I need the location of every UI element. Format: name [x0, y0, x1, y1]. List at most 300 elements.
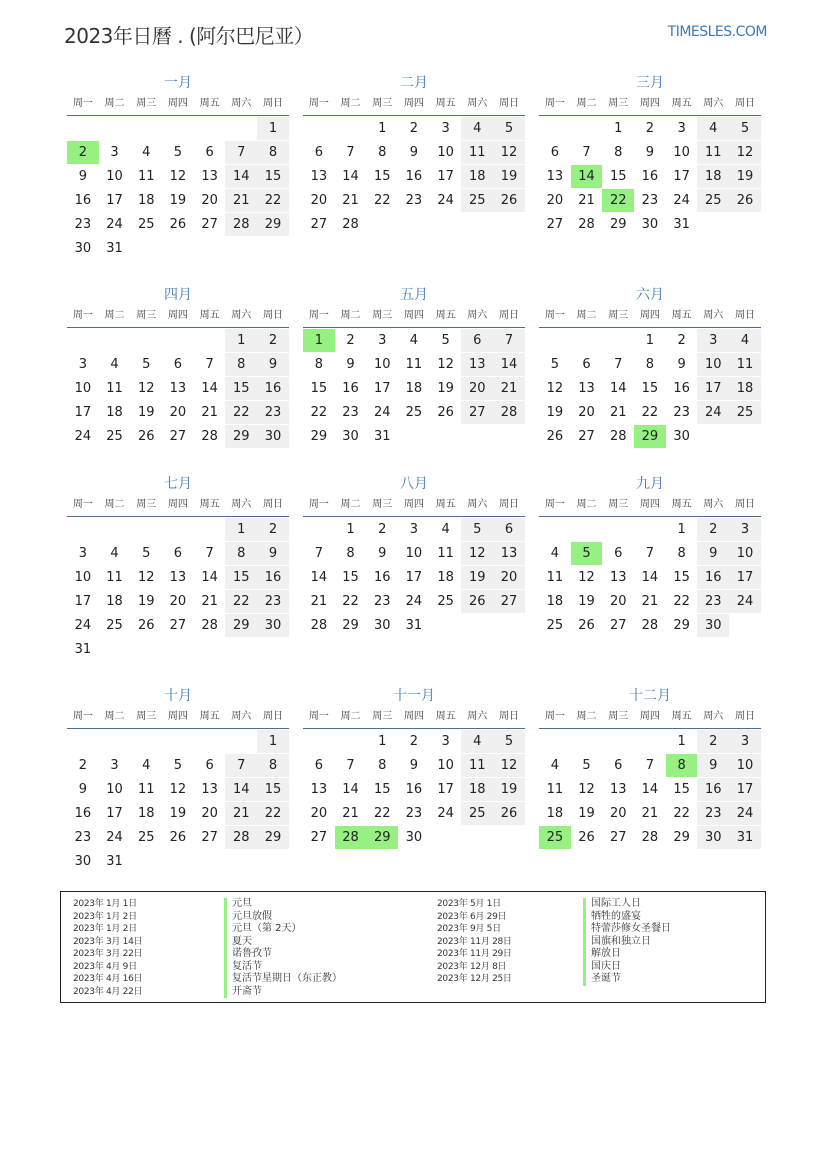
empty-cell — [257, 237, 289, 260]
day-cell: 27 — [169, 618, 187, 633]
weekday-label: 周三 — [372, 711, 393, 722]
day-cell: 7 — [493, 329, 525, 352]
day-cell: 11 — [106, 570, 123, 585]
day-cell: 25 — [697, 189, 729, 212]
day-cell: 6 — [314, 145, 323, 160]
week-row — [539, 117, 761, 141]
day-cell: 23 — [342, 405, 359, 420]
empty-cell — [225, 638, 257, 661]
week-row — [303, 518, 525, 542]
day-cell: 22 — [641, 405, 659, 420]
week-row — [67, 638, 289, 662]
day-cell: 17 — [106, 193, 123, 208]
weekday-header — [67, 494, 289, 516]
day-cell: 24 — [697, 401, 729, 424]
day-cell: 4 — [142, 145, 151, 160]
day-cell: 24 — [74, 429, 92, 444]
day-cell: 14 — [641, 782, 659, 797]
week-row — [539, 518, 761, 542]
day-cell: 9 — [697, 542, 729, 565]
month-block — [67, 686, 289, 874]
weekday-label: 周一 — [308, 310, 329, 321]
day-cell: 31 — [405, 618, 423, 633]
day-cell: 5 — [729, 117, 761, 140]
day-cell: 14 — [310, 570, 328, 585]
day-cell: 4 — [697, 117, 729, 140]
weekday-label: 周日 — [262, 98, 283, 109]
day-cell: 21 — [609, 405, 627, 420]
legend-holiday-name: 复活节 — [224, 961, 342, 974]
day-cell: 21 — [310, 594, 328, 609]
week-row — [303, 189, 525, 213]
week-row — [67, 778, 289, 802]
empty-cell — [67, 730, 99, 753]
day-cell: 18 — [106, 405, 123, 420]
week-row — [539, 614, 761, 638]
empty-cell — [430, 826, 462, 849]
day-cell: 8 — [378, 758, 387, 773]
weekday-label: 周三 — [608, 499, 629, 510]
empty-cell — [634, 730, 666, 753]
day-cell: 30 — [697, 826, 729, 849]
day-cell: 21 — [201, 594, 218, 609]
day-cell: 4 — [461, 730, 493, 753]
day-cell: 31 — [74, 642, 92, 657]
week-row — [67, 329, 289, 353]
day-cell: 22 — [673, 594, 690, 609]
day-cell: 18 — [137, 193, 155, 208]
day-cell: 13 — [310, 169, 328, 184]
day-cell: 15 — [373, 782, 391, 797]
day-cell: 25 — [437, 594, 454, 609]
day-cell: 15 — [342, 570, 359, 585]
weekday-label: 周日 — [498, 310, 519, 321]
day-cell: 10 — [106, 169, 123, 184]
weekday-label: 周四 — [167, 310, 188, 321]
day-cell: 7 — [346, 758, 355, 773]
weekday-label: 周四 — [639, 98, 660, 109]
month-name: 四月 — [164, 287, 192, 303]
day-cell: 13 — [310, 782, 328, 797]
day-cell: 29 — [342, 618, 359, 633]
weekday-label: 周五 — [671, 711, 692, 722]
day-cell: 14 — [609, 381, 627, 396]
day-cell: 5 — [142, 546, 151, 561]
legend-date: 2023年 4月 9日 — [73, 961, 137, 972]
holiday-legend — [60, 891, 766, 1003]
day-cell: 28 — [225, 213, 257, 236]
day-cell: 26 — [578, 618, 595, 633]
empty-cell — [99, 117, 131, 140]
legend-left-names — [224, 898, 342, 998]
legend-date: 2023年 4月 22日 — [73, 986, 143, 997]
empty-cell — [194, 329, 226, 352]
site-brand-link[interactable]: TIMESLES.COM — [667, 24, 767, 40]
empty-cell — [257, 850, 289, 873]
day-cell: 12 — [493, 754, 525, 777]
weekday-label: 周日 — [498, 711, 519, 722]
day-cell: 13 — [169, 381, 187, 396]
empty-cell — [162, 518, 194, 541]
empty-cell — [493, 614, 525, 637]
weekday-label: 周六 — [231, 711, 252, 722]
month-block — [539, 73, 761, 237]
week-row — [67, 730, 289, 754]
empty-cell — [493, 826, 525, 849]
weekday-header — [67, 305, 289, 327]
legend-holiday-name: 牺牲的盛宴 — [583, 911, 671, 924]
weekday-label: 周二 — [104, 499, 125, 510]
legend-date: 2023年 11月 29日 — [437, 949, 512, 959]
legend-right-dates — [437, 898, 512, 986]
day-cell: 30 — [697, 614, 729, 637]
day-cell: 13 — [609, 570, 627, 585]
day-cell: 20 — [461, 377, 493, 400]
day-cell: 22 — [342, 594, 359, 609]
header-rule — [539, 115, 761, 116]
day-cell: 16 — [405, 169, 423, 184]
day-cell: 17 — [405, 570, 423, 585]
day-cell: 9 — [78, 169, 87, 184]
day-cell: 25 — [461, 802, 493, 825]
holiday-day-cell: 2 — [67, 141, 99, 164]
week-row — [539, 329, 761, 353]
day-cell: 14 — [493, 353, 525, 376]
header-rule — [303, 516, 525, 517]
day-cell: 29 — [673, 618, 690, 633]
day-cell: 22 — [257, 189, 289, 212]
day-cell: 23 — [673, 405, 690, 420]
page-title: 2023年日曆 . (阿尔巴尼亚） — [64, 24, 314, 48]
day-cell: 23 — [405, 193, 423, 208]
weekday-label: 周五 — [199, 98, 220, 109]
week-row — [67, 213, 289, 237]
holiday-day-cell: 29 — [366, 826, 398, 849]
empty-cell — [162, 117, 194, 140]
day-cell: 30 — [74, 854, 92, 869]
day-cell: 16 — [641, 169, 659, 184]
empty-cell — [99, 730, 131, 753]
week-row — [539, 566, 761, 590]
header-rule — [539, 728, 761, 729]
header-rule — [303, 327, 525, 328]
empty-cell — [194, 638, 226, 661]
empty-cell — [729, 425, 761, 448]
day-cell: 5 — [142, 357, 151, 372]
day-cell: 10 — [729, 754, 761, 777]
weekday-label: 周五 — [671, 98, 692, 109]
week-row — [67, 542, 289, 566]
week-row — [539, 353, 761, 377]
weekday-label: 周三 — [608, 98, 629, 109]
day-cell: 24 — [729, 590, 761, 613]
day-cell: 4 — [142, 758, 151, 773]
day-cell: 5 — [493, 730, 525, 753]
day-cell: 4 — [461, 117, 493, 140]
legend-date: 2023年 4月 16日 — [73, 974, 143, 984]
day-cell: 23 — [74, 217, 92, 232]
day-cell: 2 — [409, 121, 419, 136]
weekday-header — [539, 93, 761, 115]
day-cell: 3 — [697, 329, 729, 352]
holiday-day-cell: 25 — [539, 826, 571, 849]
empty-cell — [461, 614, 493, 637]
day-cell: 16 — [373, 570, 391, 585]
holiday-day-cell: 1 — [257, 117, 289, 140]
header-rule — [67, 516, 289, 517]
day-cell: 18 — [405, 381, 423, 396]
week-row — [67, 425, 289, 449]
empty-cell — [130, 730, 162, 753]
day-cell: 9 — [378, 546, 387, 561]
day-cell: 2 — [78, 758, 87, 773]
weekday-label: 周一 — [308, 499, 329, 510]
day-cell: 4 — [441, 522, 450, 537]
legend-left-dates — [73, 898, 142, 998]
weekday-label: 周四 — [639, 499, 660, 510]
legend-holiday-name: 国际工人日 — [583, 898, 671, 911]
weekday-label: 周三 — [608, 711, 629, 722]
week-row — [539, 189, 761, 213]
day-cell: 16 — [673, 381, 690, 396]
day-cell: 17 — [729, 566, 761, 589]
day-cell: 26 — [169, 217, 187, 232]
holiday-day-cell: 9 — [257, 353, 289, 376]
day-cell: 16 — [342, 381, 359, 396]
day-cell: 27 — [461, 401, 493, 424]
weekday-label: 周三 — [136, 98, 157, 109]
day-cell: 12 — [461, 542, 493, 565]
day-cell: 23 — [74, 830, 92, 845]
day-cell: 27 — [169, 429, 187, 444]
month-block — [67, 73, 289, 261]
weekday-label: 周一 — [544, 310, 565, 321]
weekday-label: 周一 — [308, 98, 329, 109]
weekday-header — [303, 494, 525, 516]
day-cell: 6 — [314, 758, 323, 773]
day-cell: 1 — [677, 522, 686, 537]
month-block — [539, 474, 761, 638]
empty-cell — [539, 117, 571, 140]
day-cell: 10 — [405, 546, 423, 561]
day-cell: 9 — [697, 754, 729, 777]
day-cell: 2 — [697, 518, 729, 541]
day-cell: 16 — [405, 782, 423, 797]
day-cell: 23 — [373, 594, 391, 609]
weekday-label: 周三 — [372, 499, 393, 510]
week-row — [303, 614, 525, 638]
day-cell: 31 — [729, 826, 761, 849]
weekday-header — [539, 305, 761, 327]
day-cell: 18 — [546, 806, 564, 821]
legend-date: 2023年 1月 2日 — [73, 911, 137, 922]
day-cell: 21 — [641, 806, 659, 821]
day-cell: 23 — [641, 193, 659, 208]
day-cell: 13 — [609, 782, 627, 797]
day-cell: 1 — [614, 121, 623, 136]
day-cell: 6 — [205, 145, 214, 160]
weekday-header — [303, 305, 525, 327]
day-cell: 12 — [137, 570, 155, 585]
month-block — [539, 285, 761, 449]
day-cell: 20 — [310, 806, 328, 821]
day-cell: 25 — [729, 401, 761, 424]
day-cell: 21 — [342, 806, 359, 821]
weekday-header — [67, 93, 289, 115]
day-cell: 3 — [441, 734, 450, 749]
month-name: 十二月 — [629, 688, 671, 704]
weekday-label: 周二 — [576, 98, 597, 109]
weekday-header — [303, 93, 525, 115]
day-cell: 27 — [546, 217, 564, 232]
day-cell: 19 — [578, 806, 595, 821]
weekday-header — [303, 706, 525, 728]
legend-date: 2023年 12月 25日 — [437, 974, 512, 984]
empty-cell — [130, 117, 162, 140]
day-cell: 21 — [225, 189, 257, 212]
day-cell: 2 — [409, 734, 419, 749]
legend-holiday-name: 圣诞节 — [583, 973, 671, 986]
empty-cell — [461, 826, 493, 849]
empty-cell — [257, 638, 289, 661]
weekday-label: 周日 — [734, 98, 755, 109]
day-cell: 17 — [373, 381, 391, 396]
month-block — [67, 474, 289, 662]
day-cell: 6 — [550, 145, 559, 160]
weekday-label: 周五 — [435, 711, 456, 722]
day-cell: 5 — [493, 117, 525, 140]
day-cell: 21 — [225, 802, 257, 825]
day-cell: 19 — [729, 165, 761, 188]
empty-cell — [602, 730, 634, 753]
legend-date: 2023年 11月 28日 — [437, 936, 512, 947]
empty-cell — [430, 425, 462, 448]
day-cell: 24 — [437, 193, 454, 208]
weekday-label: 周日 — [262, 499, 283, 510]
week-row — [67, 117, 289, 141]
week-row — [67, 377, 289, 401]
weekday-label: 周六 — [703, 98, 724, 109]
legend-holiday-name: 开斋节 — [224, 986, 342, 999]
day-cell: 27 — [609, 830, 627, 845]
month-block — [303, 73, 525, 237]
day-cell: 24 — [673, 193, 690, 208]
holiday-day-cell: 16 — [257, 377, 289, 400]
weekday-label: 周四 — [403, 499, 424, 510]
day-cell: 31 — [106, 241, 123, 256]
empty-cell — [130, 850, 162, 873]
day-cell: 23 — [257, 590, 289, 613]
day-cell: 1 — [645, 333, 655, 348]
day-cell: 1 — [677, 734, 686, 749]
day-cell: 29 — [609, 217, 627, 232]
weekday-label: 周一 — [544, 98, 565, 109]
month-name: 一月 — [164, 75, 192, 91]
day-cell: 31 — [673, 217, 690, 232]
day-cell: 1 — [378, 121, 387, 136]
day-cell: 10 — [74, 570, 92, 585]
weekday-header — [539, 706, 761, 728]
day-cell: 3 — [78, 357, 87, 372]
weekday-label: 周六 — [467, 711, 488, 722]
week-row — [303, 165, 525, 189]
day-cell: 17 — [697, 377, 729, 400]
weekday-label: 周日 — [498, 499, 519, 510]
weekday-label: 周四 — [639, 711, 660, 722]
weekday-label: 周五 — [671, 499, 692, 510]
day-cell: 13 — [169, 570, 187, 585]
week-row — [67, 614, 289, 638]
weekday-header — [67, 706, 289, 728]
week-row — [67, 189, 289, 213]
weekday-label: 周一 — [308, 711, 329, 722]
day-cell: 19 — [461, 566, 493, 589]
day-cell: 16 — [257, 566, 289, 589]
day-cell: 8 — [257, 754, 289, 777]
empty-cell — [162, 329, 194, 352]
empty-cell — [602, 518, 634, 541]
weekday-label: 周二 — [576, 711, 597, 722]
day-cell: 13 — [201, 782, 218, 797]
day-cell: 24 — [106, 217, 123, 232]
week-row — [67, 518, 289, 542]
day-cell: 30 — [257, 614, 289, 637]
day-cell: 19 — [578, 594, 595, 609]
day-cell: 3 — [378, 333, 387, 348]
legend-holiday-name: 国旗和独立日 — [583, 936, 671, 949]
day-cell: 5 — [461, 518, 493, 541]
day-cell: 12 — [169, 782, 187, 797]
day-cell: 15 — [257, 165, 289, 188]
day-cell: 18 — [546, 594, 564, 609]
empty-cell — [194, 730, 226, 753]
weekday-label: 周二 — [576, 499, 597, 510]
week-row — [67, 141, 289, 165]
day-cell: 19 — [546, 405, 564, 420]
week-row — [539, 826, 761, 850]
day-cell: 23 — [697, 590, 729, 613]
day-cell: 18 — [697, 165, 729, 188]
weekday-label: 周六 — [703, 711, 724, 722]
week-row — [539, 213, 761, 237]
day-cell: 11 — [137, 782, 155, 797]
day-cell: 19 — [137, 405, 155, 420]
day-cell: 5 — [582, 758, 591, 773]
empty-cell — [162, 237, 194, 260]
legend-holiday-name: 特蕾莎修女圣餐日 — [583, 923, 671, 936]
day-cell: 20 — [493, 566, 525, 589]
day-cell: 20 — [609, 806, 627, 821]
week-row — [67, 826, 289, 850]
day-cell: 25 — [461, 189, 493, 212]
day-cell: 14 — [641, 570, 659, 585]
day-cell: 10 — [437, 145, 454, 160]
empty-cell — [225, 117, 257, 140]
week-row — [303, 141, 525, 165]
day-cell: 28 — [201, 618, 218, 633]
day-cell: 19 — [169, 193, 187, 208]
day-cell: 17 — [673, 169, 690, 184]
day-cell: 28 — [225, 826, 257, 849]
day-cell: 28 — [493, 401, 525, 424]
day-cell: 19 — [169, 806, 187, 821]
day-cell: 27 — [310, 830, 328, 845]
weekday-label: 周六 — [467, 310, 488, 321]
legend-date: 2023年 12月 8日 — [437, 961, 507, 972]
weekday-label: 周六 — [231, 98, 252, 109]
day-cell: 3 — [110, 758, 119, 773]
day-cell: 1 — [257, 730, 289, 753]
